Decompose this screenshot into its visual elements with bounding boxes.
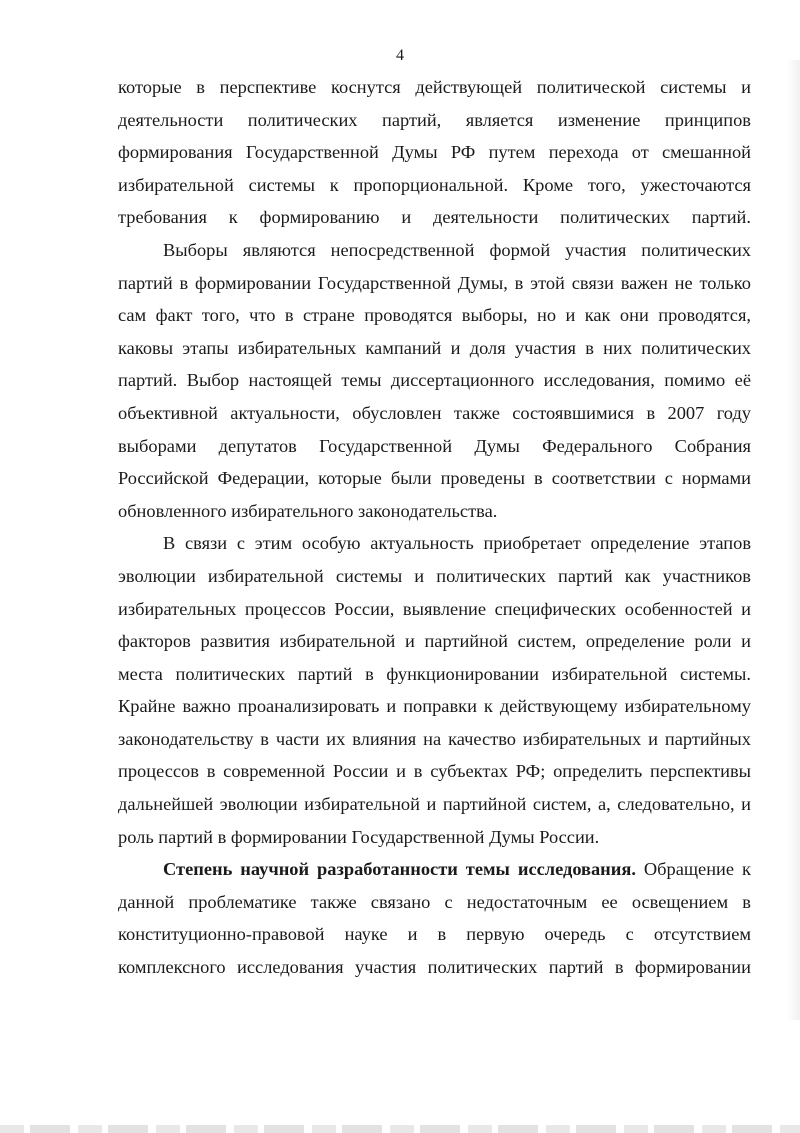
text-line: субъектах РФ; определить перспективы дальнейшей эволюции избирательной — [118, 761, 751, 815]
text-line: сам факт того, что в стране проводятся выборы, но и как они проводятся, — [118, 305, 751, 326]
text-line: действующему избирательному законодательству в части их влияния на — [118, 696, 751, 749]
paragraph-elections — [118, 234, 751, 527]
text-line: Выборы являются непосредственной формой участия политических — [163, 239, 751, 260]
text-line: этапов эволюции избирательной системы и политических партий как — [118, 533, 751, 586]
text-line: которые в перспективе коснутся действующей политической системы и — [118, 77, 751, 97]
paragraph-relevance — [118, 527, 751, 853]
text-line: обновленного избирательного законодательства. — [118, 500, 498, 521]
text-line: Обращение — [643, 859, 735, 880]
text-line: формирования Государственной Думы РФ путем перехода от смешанной — [118, 142, 751, 163]
paragraph-research-degree — [118, 853, 751, 983]
document-body — [118, 71, 751, 984]
text-line: избирательной системы к пропорциональной. Кроме того, ужесточаются — [118, 174, 751, 195]
text-line: Государственной Думы России. — [351, 826, 600, 847]
text-line: участников избирательных процессов России, выявление специфических — [118, 565, 751, 619]
text-line: объективной актуальности, обусловлен также состоявшимися в 2007 году — [118, 402, 751, 423]
page-number: 4 — [396, 47, 404, 64]
text-line: к данной проблематике также связано с недостаточным ее освещением в — [118, 859, 751, 912]
text-line: определение роли и места политических партий в функционировании — [118, 631, 751, 684]
text-line: партий в формировании Государственной Думы, в этой связи важен не только — [118, 272, 751, 293]
text-line: конституционно-правовой науке и в первую очередь с отсутствием — [118, 924, 751, 945]
text-line: особенностей и факторов развития избирательной и партийной систем, — [118, 598, 752, 652]
paragraph-continuation — [118, 71, 751, 234]
text-line: качество избирательных и партийных процессов в современной России и в — [118, 728, 751, 782]
scan-bottom-edge — [0, 1125, 800, 1133]
text-line: и партийной систем, а, следовательно, и роль партий в формировании — [118, 794, 751, 847]
text-line: деятельности политических партий, является изменение принципов — [118, 109, 751, 130]
text-line: В связи с этим особую актуальность приобретает определение — [163, 533, 690, 554]
text-line: выборами депутатов Государственной Думы Федерального Собрания — [118, 435, 751, 456]
text-line: партий. Выбор настоящей темы диссертационного исследования, помимо её — [118, 370, 751, 391]
text-line: Российской Федерации, которые были проведены в соответствии с нормами — [118, 468, 751, 489]
text-line: избирательной системы. Крайне важно проанализировать и поправки к — [118, 663, 751, 717]
scan-edge-shadow — [786, 60, 800, 1020]
text-line: требования к формированию и деятельности политических партий. — [118, 207, 751, 228]
text-line: комплексного исследования участия политических партий в формировании — [118, 957, 751, 978]
section-heading: Степень научной разработанности темы исследования. — [163, 859, 636, 880]
text-line: каковы этапы избирательных кампаний и доля участия в них политических — [118, 337, 751, 358]
